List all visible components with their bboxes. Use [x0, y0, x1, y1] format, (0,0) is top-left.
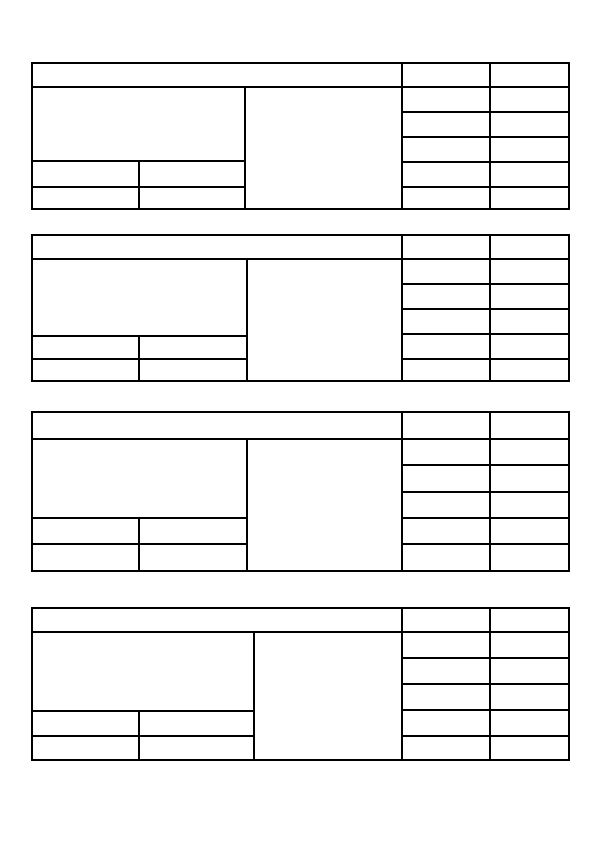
question-prompt [38, 643, 248, 705]
question-prompt [38, 94, 238, 156]
question-prompt [38, 266, 240, 330]
worksheet-card-4 [31, 607, 570, 761]
worksheet-card-2 [31, 234, 570, 382]
worksheet-card-3 [31, 411, 570, 572]
question-prompt [38, 463, 240, 513]
worksheet-card-1 [31, 62, 570, 210]
